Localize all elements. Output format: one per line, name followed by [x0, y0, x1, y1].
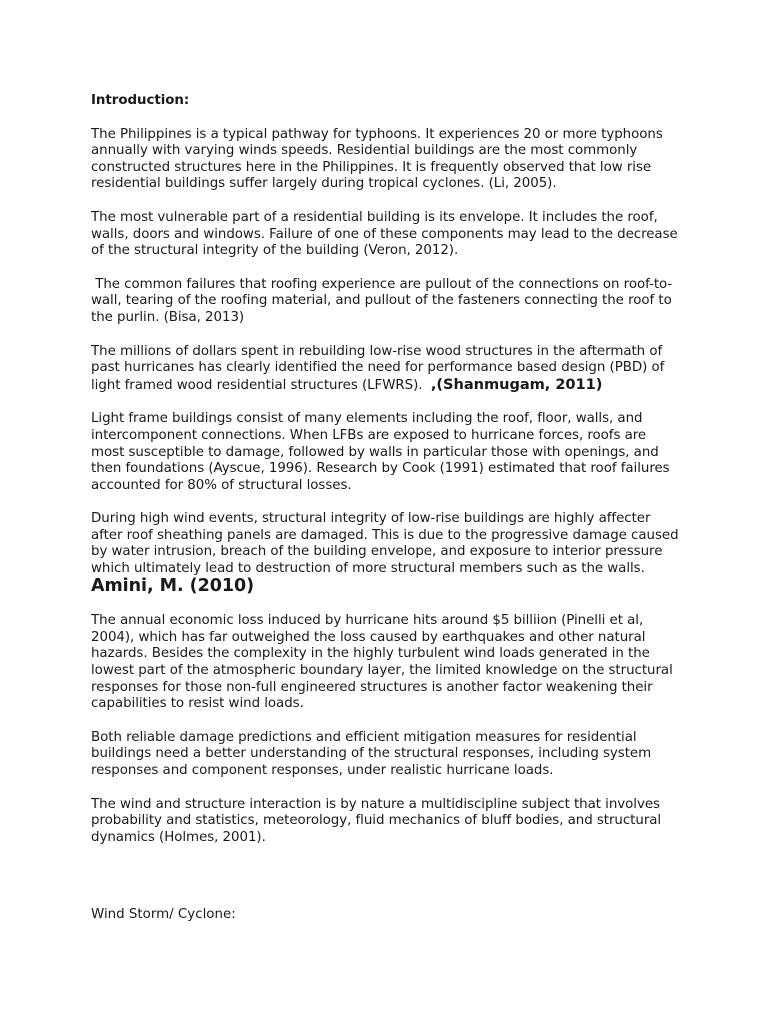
- paragraph-text: The Philippines is a typical pathway for typhoons. It experiences 20 or more typhoons annually with varying winds speeds. Residential buildings are the most commonly constructed structures here in the Philippines. It is frequently observed that low rise residential buildings suffer largely during tropical cyclones. (Li, 2005).: [91, 126, 663, 192]
- paragraph-text: The common failures that roofing experience are pullout of the connections on roof-to-wall, tearing of the roofing material, and pullout of the fasteners connecting the roof to the purlin. (Bisa, 2013): [91, 276, 676, 325]
- paragraph-text: Both reliable damage predictions and efficient mitigation measures for residential buildings need a better understanding of the structural responses, including system responses and component responses, under realistic hurricane loads.: [91, 729, 652, 778]
- paragraph-text: During high wind events, structural integrity of low-rise buildings are highly affecter after roof sheathing panels are damaged. This is due to the progressive damage caused by water intrusion, breach of the building envelope, and exposure to interior pressure which ultimately lead to destruction of more structural members such as the walls.: [91, 511, 683, 577]
- paragraph-light-frame-buildings: [91, 411, 681, 494]
- paragraph-text: The most vulnerable part of a residential building is its envelope. It includes the roof, walls, doors and windows. Failure of one of these components may lead to the decrease of the structural integrity of the building (Veron, 2012).: [91, 209, 678, 259]
- paragraph-damage-predictions: [91, 730, 681, 780]
- paragraph-performance-based-design: [91, 344, 681, 395]
- paragraph-text: The annual economic loss induced by hurricane hits around $5 billiion (Pinelli et al, 2004), which has far outweighed the loss caused by earthquakes and other natural hazards. Besides the complexity in the highly turbulent wind loads generated in the lowest part of the atmospheric boundary layer, the limited knowledge on the structural responses for those non-full engineered structures is another factor weakening their capabilities to resist wind loads.: [91, 613, 673, 712]
- citation-shanmugam: ,(Shanmugam, 2011): [430, 375, 603, 393]
- document-body: [91, 93, 681, 863]
- paragraph-economic-loss: [91, 613, 681, 713]
- section-heading: Introduction:: [91, 93, 190, 108]
- paragraph-wind-structure-interaction: [91, 797, 681, 847]
- subsection-heading: Wind Storm/ Cyclone:: [91, 907, 236, 922]
- paragraph-philippines-typhoons: [91, 127, 681, 193]
- paragraph-text: Light frame buildings consist of many elements including the roof, floor, walls, and intercomponent connections. When LFBs are exposed to hurricane forces, roofs are most susceptible to damage, followed by walls in particular those with openings, and then foundations (Ayscue, 1996). Research by Cook (1991) estimated that roof failures accounted for 80% of structural losses.: [91, 411, 670, 493]
- paragraph-text: The millions of dollars spent in rebuilding low-rise wood structures in the aftermath of past hurricanes has clearly identified the need for performance based design (PBD) of light framed wood residential structures (LFWRS).: [91, 343, 669, 393]
- citation-amini: Amini, M. (2010): [91, 575, 255, 596]
- paragraph-high-wind-events: [91, 511, 681, 596]
- paragraph-roofing-failures: [91, 277, 681, 327]
- paragraph-building-envelope: [91, 210, 681, 260]
- paragraph-text: The wind and structure interaction is by nature a multidiscipline subject that involves probability and statistics, meteorology, fluid mechanics of bluff bodies, and structural dynamics (Holmes, 2001).: [91, 796, 662, 845]
